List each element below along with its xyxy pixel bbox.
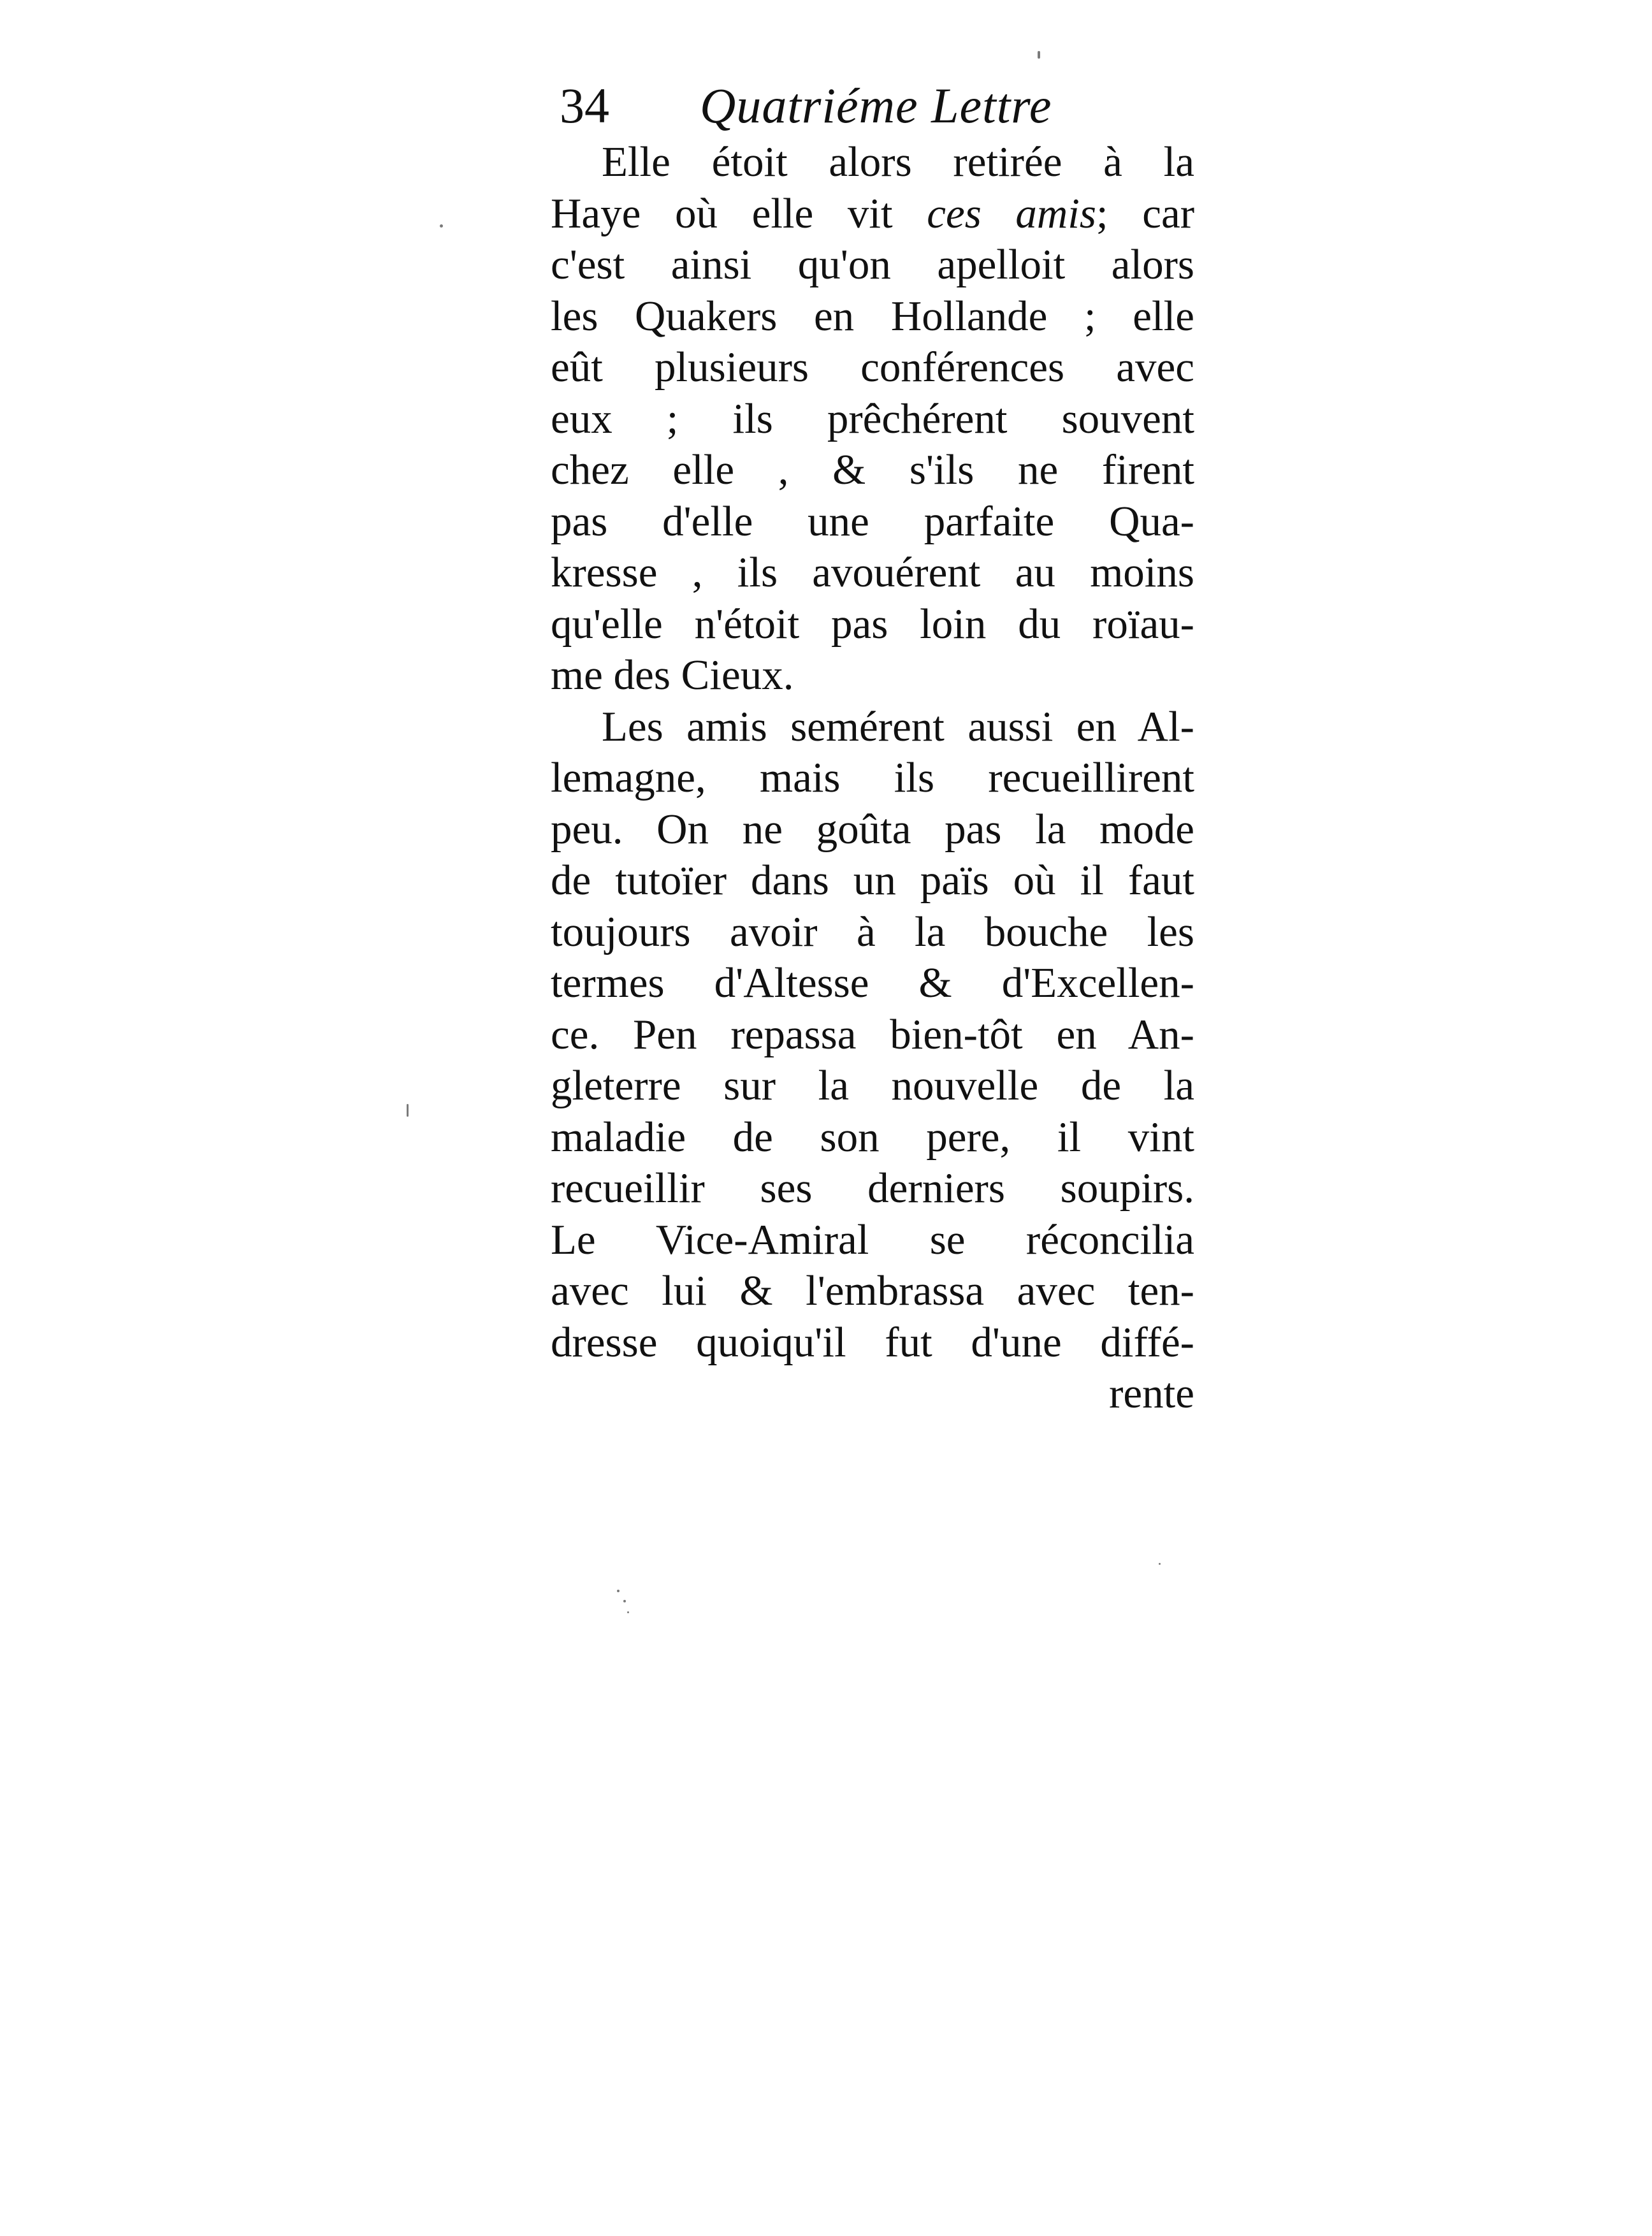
ink-speck bbox=[623, 1600, 626, 1602]
ink-speck bbox=[627, 1611, 629, 1613]
line-text: maladie de son pere, il vint bbox=[551, 1113, 1194, 1161]
text-line bbox=[551, 291, 1194, 342]
line-text: toujours avoir à la bouche les bbox=[551, 908, 1194, 955]
text-line bbox=[551, 906, 1194, 958]
text-block bbox=[551, 75, 1194, 1419]
text-line bbox=[551, 957, 1194, 1009]
line-text: ce. Pen repassa bien-tôt en An- bbox=[551, 1010, 1194, 1058]
text-line bbox=[551, 342, 1194, 393]
text-line bbox=[551, 1163, 1194, 1214]
text-line bbox=[551, 393, 1194, 445]
line-text: eût plusieurs conférences avec bbox=[551, 344, 1194, 391]
text-line bbox=[551, 752, 1194, 804]
line-text: lemagne, mais ils recueillirent bbox=[551, 754, 1194, 801]
line-text: pas d'elle une parfaite Qua- bbox=[551, 497, 1194, 545]
italic-text: ces amis bbox=[927, 189, 1096, 237]
line-text: termes d'Altesse & d'Excellen- bbox=[551, 959, 1194, 1006]
text-line bbox=[551, 701, 1194, 753]
text-line bbox=[551, 1265, 1194, 1317]
line-text: peu. On ne goûta pas la mode bbox=[551, 805, 1194, 853]
ink-speck bbox=[617, 1590, 620, 1592]
line-text: gleterre sur la nouvelle de la bbox=[551, 1062, 1194, 1109]
line-text: recueillir ses derniers soupirs. bbox=[551, 1165, 1194, 1212]
line-text: Les amis semérent aussi en Al- bbox=[602, 702, 1194, 750]
line-text: kresse , ils avouérent au moins bbox=[551, 549, 1194, 596]
ink-speck bbox=[440, 224, 443, 228]
paragraph bbox=[551, 701, 1194, 1368]
text-line bbox=[551, 650, 1194, 701]
text-line bbox=[551, 599, 1194, 650]
text-line bbox=[551, 547, 1194, 599]
text-line bbox=[551, 1060, 1194, 1112]
text-line bbox=[551, 804, 1194, 855]
ink-speck bbox=[1038, 51, 1040, 59]
line-text: ; car bbox=[1096, 189, 1195, 237]
line-text: c'est ainsi qu'on apelloit alors bbox=[551, 241, 1194, 288]
line-text: dresse quoiqu'il fut d'une diffé- bbox=[551, 1318, 1194, 1366]
line-text: de tutoïer dans un païs où il faut bbox=[551, 857, 1194, 904]
page-number: 34 bbox=[560, 78, 609, 133]
text-line bbox=[551, 1009, 1194, 1061]
line-text: chez elle , & s'ils ne firent bbox=[551, 446, 1194, 493]
line-text: les Quakers en Hollande ; elle bbox=[551, 292, 1194, 340]
text-line bbox=[551, 239, 1194, 291]
ink-speck bbox=[1159, 1563, 1161, 1565]
text-line bbox=[551, 188, 1194, 240]
text-line bbox=[551, 444, 1194, 496]
ink-speck bbox=[407, 1104, 409, 1117]
line-text: qu'elle n'étoit pas loin du roïau- bbox=[551, 600, 1194, 648]
text-line bbox=[551, 496, 1194, 548]
line-text: avec lui & l'embrassa avec ten- bbox=[551, 1267, 1194, 1314]
text-line bbox=[551, 1112, 1194, 1163]
line-text: eux ; ils prêchérent souvent bbox=[551, 395, 1194, 442]
line-text: me des Cieux. bbox=[551, 651, 794, 699]
text-line bbox=[551, 855, 1194, 906]
text-line bbox=[551, 1214, 1194, 1266]
running-title: Quatriéme Lettre bbox=[700, 78, 1052, 133]
paragraph bbox=[551, 136, 1194, 701]
line-text: Haye où elle vit bbox=[551, 189, 927, 237]
catchword: rente bbox=[1109, 1370, 1194, 1417]
body-text bbox=[551, 136, 1194, 1368]
line-text: Elle étoit alors retirée à la bbox=[602, 138, 1194, 185]
text-line bbox=[551, 136, 1194, 188]
text-line bbox=[551, 1317, 1194, 1368]
running-head bbox=[551, 75, 1194, 136]
line-text: Le Vice-Amiral se réconcilia bbox=[551, 1216, 1194, 1263]
